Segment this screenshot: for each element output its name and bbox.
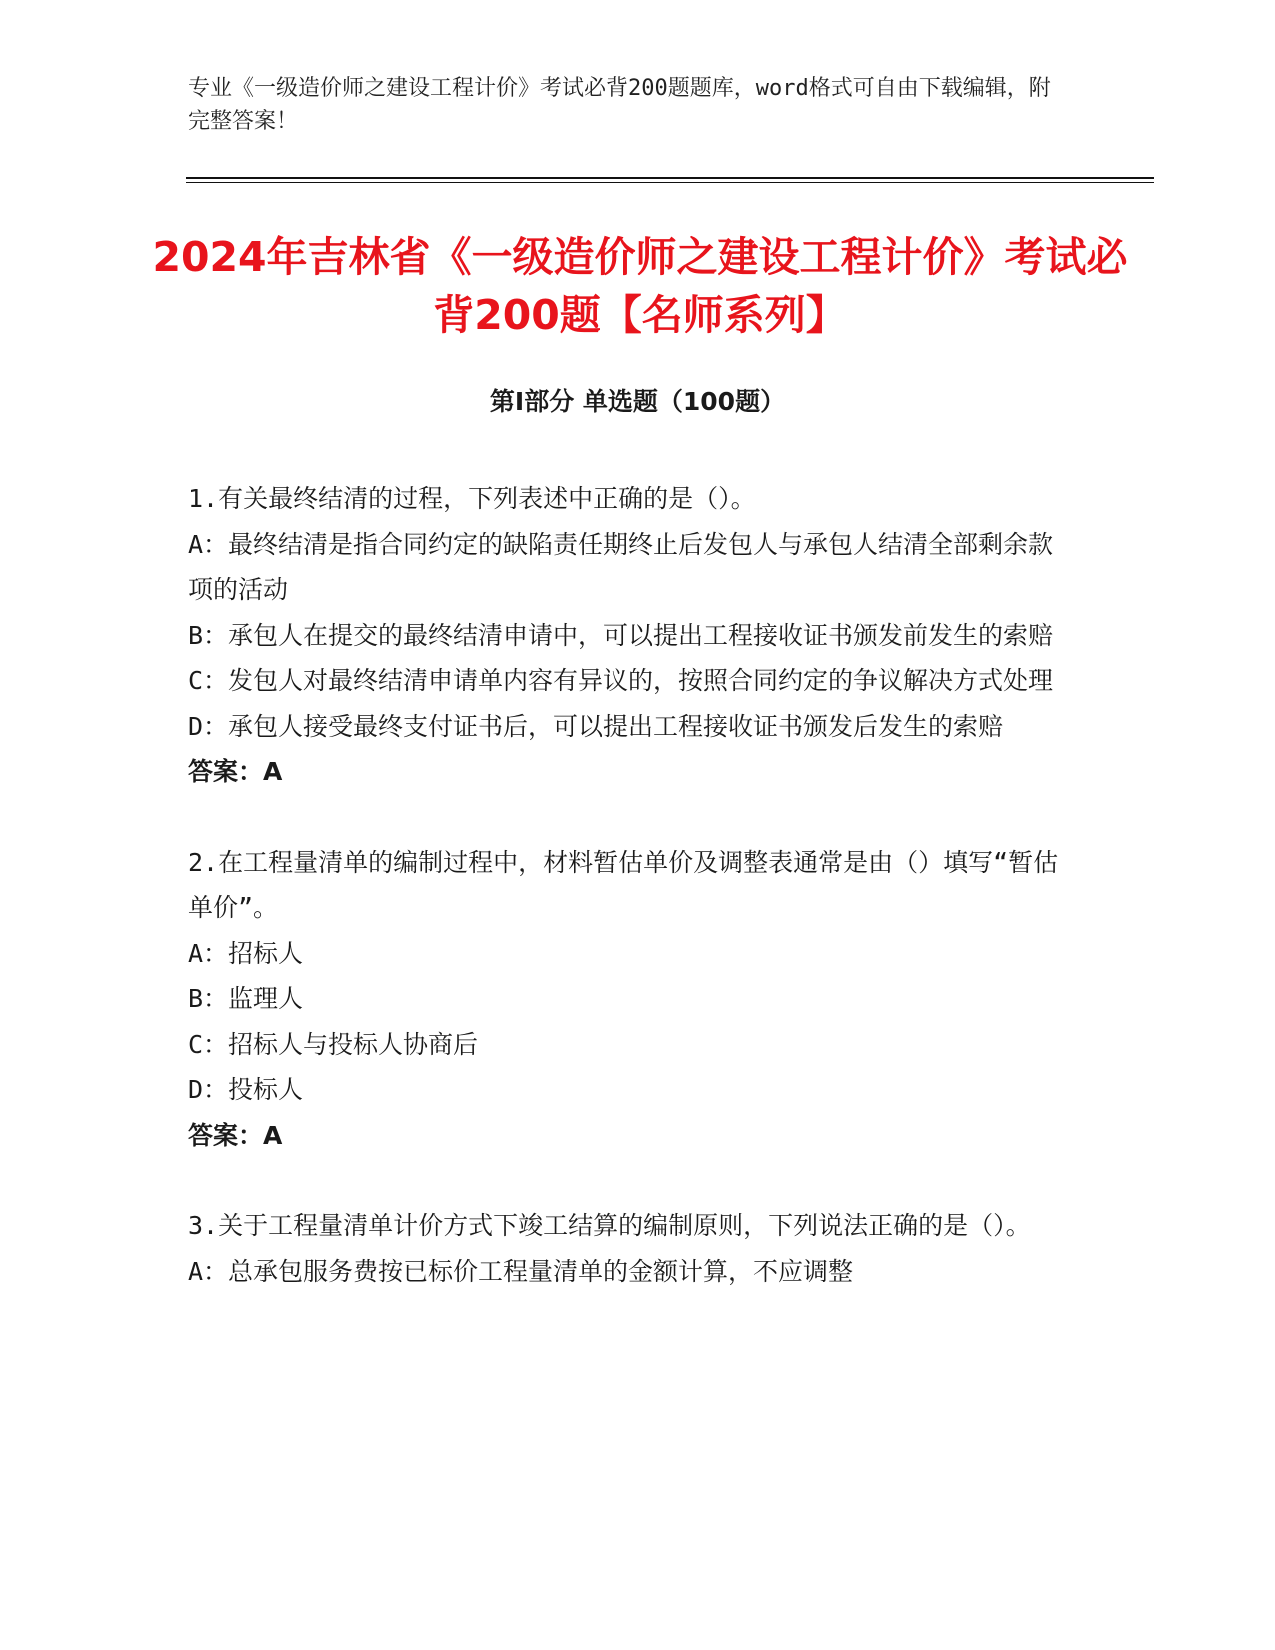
header-note: 专业《一级造价师之建设工程计价》考试必背200题题库，word格式可自由下载编辑，附完整答案！ xyxy=(188,76,1051,134)
question-stem: 1.有关最终结清的过程，下列表述中正确的是（）。 xyxy=(188,484,756,513)
header-divider-thin xyxy=(186,182,1154,183)
option-b: B：承包人在提交的最终结清申请中，可以提出工程接收证书颁发前发生的索赔 xyxy=(188,620,1054,650)
option-a: A：总承包服务费按已标价工程量清单的金额计算，不应调整 xyxy=(188,1256,854,1286)
option-a: A：最终结清是指合同约定的缺陷责任期终止后发包人与承包人结清全部剩余款项的活动 xyxy=(188,529,1054,604)
option-c: C：发包人对最终结清申请单内容有异议的，按照合同约定的争议解决方式处理 xyxy=(188,666,1054,695)
option-c: C：招标人与投标人协商后 xyxy=(188,1029,479,1059)
answer: 答案：A xyxy=(188,757,283,786)
question-list xyxy=(188,476,1068,1339)
section-heading: 第I部分 单选题（100题） xyxy=(489,387,786,416)
question-stem: 2.在工程量清单的编制过程中，材料暂估单价及调整表通常是由（）填写“暂估单价”。 xyxy=(188,847,1059,922)
option-d: D：承包人接受最终支付证书后，可以提出工程接收证书颁发后发生的索赔 xyxy=(188,711,1004,741)
question-3 xyxy=(188,1203,1068,1294)
option-d: D：投标人 xyxy=(188,1075,304,1104)
option-b: B：监理人 xyxy=(188,984,304,1013)
question-2 xyxy=(188,840,1068,1159)
question-1 xyxy=(188,476,1068,795)
header-divider-thick xyxy=(186,177,1154,179)
document-title: 2024年吉林省《一级造价师之建设工程计价》考试必背200题【名师系列】 xyxy=(152,233,1128,339)
answer: 答案：A xyxy=(188,1120,283,1150)
question-stem: 3.关于工程量清单计价方式下竣工结算的编制原则，下列说法正确的是（）。 xyxy=(188,1211,1031,1240)
option-a: A：招标人 xyxy=(188,938,304,968)
